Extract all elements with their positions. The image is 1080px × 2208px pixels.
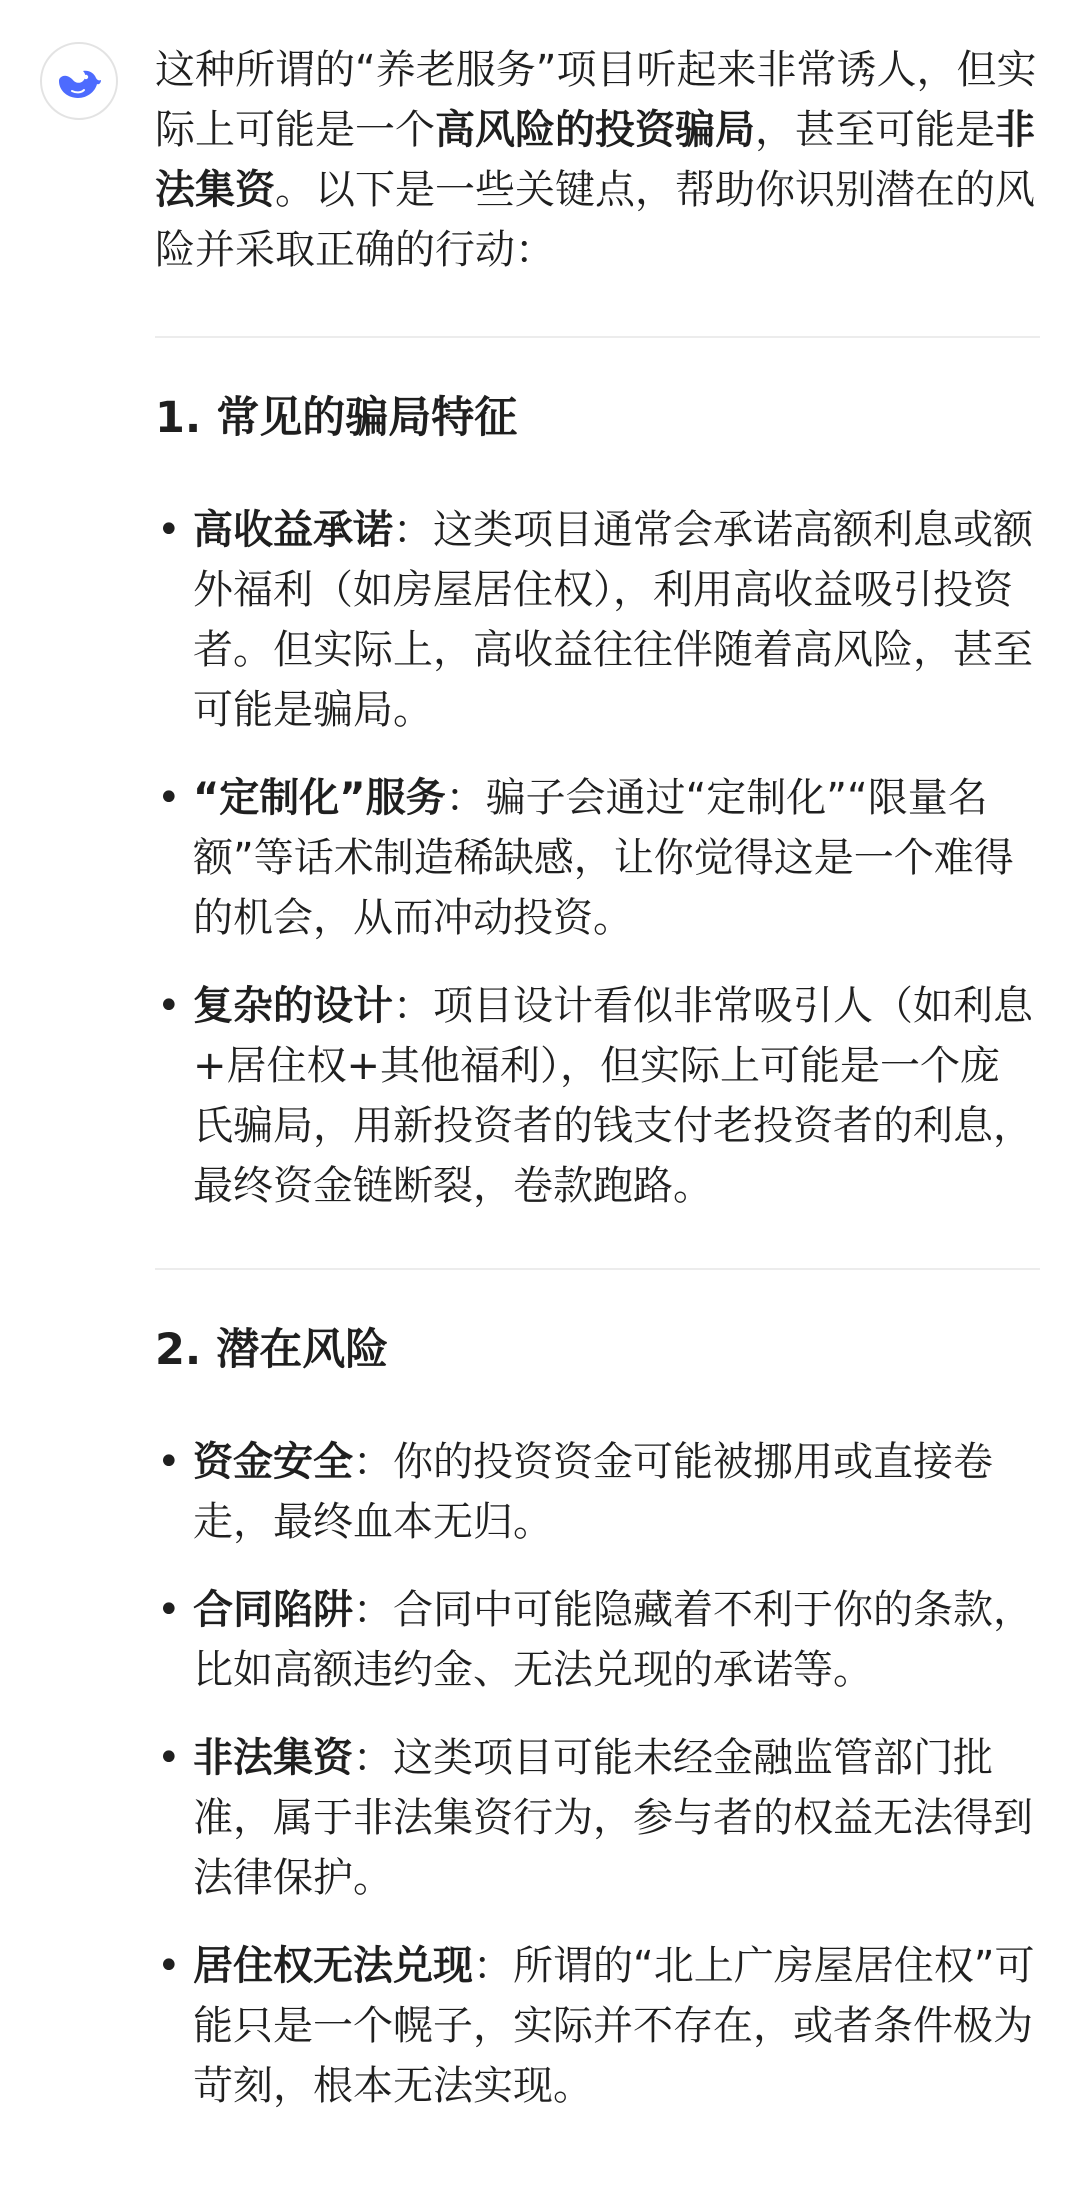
intro-bold-1: 高风险的投资骗局	[435, 107, 755, 153]
list-item-title: 高收益承诺	[193, 507, 393, 553]
intro-text-2: ，甚至可能是	[755, 107, 995, 153]
risks-list	[155, 1432, 1040, 2116]
list-item-title: “定制化”服务	[193, 775, 446, 821]
assistant-message	[155, 40, 1040, 2116]
intro-text-3: 。以下是一些关键点，帮助你识别潜在的风险并采取正确的行动：	[155, 167, 1035, 273]
list-item-text: ：你的投资资金可能被挪用或直接卷走，最终血本无归。	[193, 1439, 993, 1545]
list-item-text: ：骗子会通过“定制化”“限量名额”等话术制造稀缺感，让你觉得这是一个难得的机会，从而冲动投资。	[193, 775, 1014, 941]
list-item: • 高收益承诺：这类项目通常会承诺高额利息或额外福利（如房屋居住权），利用高收益吸引投资者。但实际上，高收益往往伴随着高风险，甚至可能是骗局。	[157, 507, 1033, 733]
list-item-text: ：项目设计看似非常吸引人（如利息+居住权+其他福利），但实际上可能是一个庞氏骗局，用新投资者的钱支付老投资者的利息，最终资金链断裂，卷款跑路。	[193, 983, 1033, 1209]
assistant-avatar	[40, 42, 118, 120]
list-item-text: ：所谓的“北上广房屋居住权”可能只是一个幌子，实际并不存在，或者条件极为苛刻，根本无法实现。	[193, 1943, 1035, 2109]
list-item: • 合同陷阱：合同中可能隐藏着不利于你的条款，比如高额违约金、无法兑现的承诺等。	[157, 1587, 1033, 1693]
whale-logo-icon	[56, 61, 102, 101]
section-heading-risks: 2. 潜在风险	[155, 1325, 389, 1375]
intro-text-1: 这种所谓的“养老服务”项目听起来非常诱人，但实际上可能是一个	[155, 47, 1037, 153]
section-heading-features: 1. 常见的骗局特征	[155, 393, 518, 443]
list-item: • 资金安全：你的投资资金可能被挪用或直接卷走，最终血本无归。	[157, 1439, 993, 1545]
list-item: • 复杂的设计：项目设计看似非常吸引人（如利息+居住权+其他福利），但实际上可能是一个庞氏骗局，用新投资者的钱支付老投资者的利息，最终资金链断裂，卷款跑路。	[157, 983, 1033, 1209]
list-item: • “定制化”服务：骗子会通过“定制化”“限量名额”等话术制造稀缺感，让你觉得这是一个难得的机会，从而冲动投资。	[157, 775, 1014, 941]
list-item-title: 非法集资	[193, 1735, 353, 1781]
list-item-text: ：这类项目通常会承诺高额利息或额外福利（如房屋居住权），利用高收益吸引投资者。但实际上，高收益往往伴随着高风险，甚至可能是骗局。	[193, 507, 1033, 733]
list-item-title: 居住权无法兑现	[193, 1943, 473, 1989]
features-list	[155, 500, 1040, 1216]
list-item-text: ：合同中可能隐藏着不利于你的条款，比如高额违约金、无法兑现的承诺等。	[193, 1587, 1033, 1693]
list-item-title: 资金安全	[193, 1439, 353, 1485]
list-item: • 非法集资：这类项目可能未经金融监管部门批准，属于非法集资行为，参与者的权益无法得到法律保护。	[157, 1735, 1033, 1901]
list-item: • 居住权无法兑现：所谓的“北上广房屋居住权”可能只是一个幌子，实际并不存在，或者条件极为苛刻，根本无法实现。	[157, 1943, 1035, 2109]
intro-paragraph	[155, 40, 1040, 280]
list-item-title: 复杂的设计	[193, 983, 393, 1029]
intro-bold-2: 非法集资	[155, 107, 1035, 213]
list-item-title: 合同陷阱	[193, 1587, 353, 1633]
list-item-text: ：这类项目可能未经金融监管部门批准，属于非法集资行为，参与者的权益无法得到法律保护。	[193, 1735, 1033, 1901]
